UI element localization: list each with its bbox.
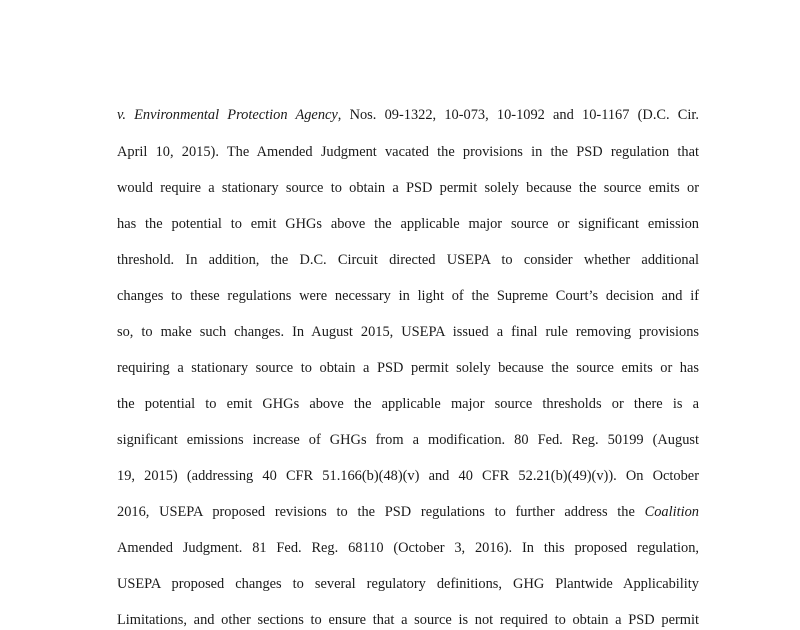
body-line-2: April 10, 2015). The Amended Judgment vacated the provisions in the PSD regulation that xyxy=(117,144,699,160)
body-line-1-text: , Nos. 09-1322, 10-073, 10-1092 and 10-1167 (D.C. Cir. xyxy=(337,107,700,123)
coalition-italic: Coalition xyxy=(644,504,699,520)
body-line-12 xyxy=(117,502,699,522)
body-line-7: so, to make such changes. In August 2015, USEPA issued a final rule removing provisions xyxy=(117,324,699,340)
body-line-12-text: 2016, USEPA proposed revisions to the PSD regulations to further address the xyxy=(117,504,645,520)
case-name-italic: v. Environmental Protection Agency xyxy=(117,107,338,123)
body-line-4: has the potential to emit GHGs above the applicable major source or significant emission xyxy=(117,216,699,232)
body-line-10: significant emissions increase of GHGs from a modification. 80 Fed. Reg. 50199 (August xyxy=(117,432,699,448)
body-line-3: would require a stationary source to obtain a PSD permit solely because the source emits or xyxy=(117,180,699,196)
body-line-13: Amended Judgment. 81 Fed. Reg. 68110 (October 3, 2016). In this proposed regulation, xyxy=(117,540,699,556)
body-line-11: 19, 2015) (addressing 40 CFR 51.166(b)(48)(v) and 40 CFR 52.21(b)(49)(v)). On October xyxy=(117,468,699,484)
body-line-8: requiring a stationary source to obtain a PSD permit solely because the source emits or has xyxy=(117,360,699,376)
body-line-1 xyxy=(117,105,699,125)
body-line-15: Limitations, and other sections to ensure that a source is not required to obtain a PSD permit xyxy=(117,612,699,628)
body-line-5: threshold. In addition, the D.C. Circuit directed USEPA to consider whether additional xyxy=(117,252,699,268)
body-line-9: the potential to emit GHGs above the applicable major source thresholds or there is a xyxy=(117,396,699,412)
body-line-14: USEPA proposed changes to several regulatory definitions, GHG Plantwide Applicability xyxy=(117,576,699,592)
body-line-6: changes to these regulations were necessary in light of the Supreme Court’s decision and if xyxy=(117,288,699,304)
